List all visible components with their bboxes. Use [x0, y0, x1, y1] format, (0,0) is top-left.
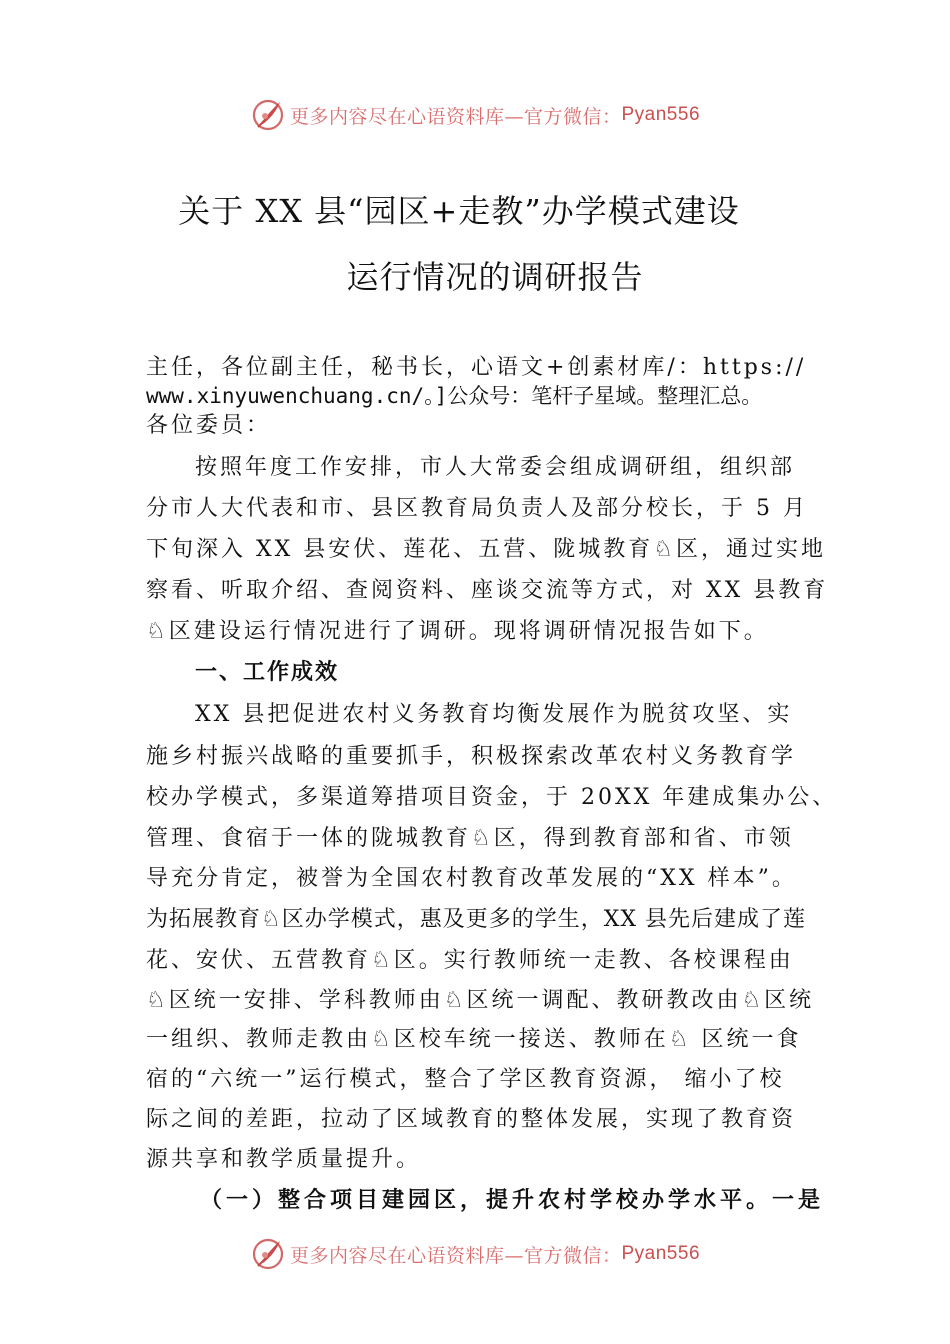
body-line: www.xinyuwenchuang.cn/。]公众号：笔杆子星域。整理汇总。 [146, 384, 763, 408]
body-line: 花、安伏、五营教育♘区。实行教师统一走教、各校课程由 [146, 948, 794, 973]
body-line: 校办学模式，多渠道筹措项目资金，于 20XX 年建成集办公、 [146, 785, 838, 810]
body-line: 为拓展教育♘区办学模式，惠及更多的学生，XX 县先后建成了莲 [146, 907, 807, 932]
quill-logo-icon [250, 1236, 286, 1272]
document-title-line-1: 关于 XX 县“园区+走教”办学模式建设 [178, 192, 740, 230]
body-line: 分市人大代表和市、县区教育局负责人及部分校长，于 5 月 [146, 496, 808, 521]
body-line: 导充分肯定，被誉为全国农村教育改革发展的“XX 样本”。 [146, 866, 797, 891]
document-title-line-2: 运行情况的调研报告 [346, 258, 644, 296]
header-watermark [0, 95, 950, 135]
body-line: 各位委员： [146, 413, 272, 438]
watermark-text: 更多内容尽在心语资料库—官方微信： [289, 1244, 622, 1267]
watermark-wechat-id: Pyan556 [621, 104, 701, 125]
body-line: 主任，各位副主任，秘书长，心语文+创素材库/：https:// [146, 355, 807, 380]
body-line: ♘区统一安排、学科教师由♘区统一调配、教研教改由♘区统 [146, 988, 815, 1013]
watermark-wechat-id: Pyan556 [621, 1243, 701, 1264]
body-line: XX 县把促进农村义务教育均衡发展作为脱贫攻坚、实 [195, 702, 793, 727]
body-line: 宿的“六统一”运行模式，整合了学区教育资源， 缩小了校 [146, 1067, 785, 1092]
section-heading: 一、工作成效 [195, 660, 340, 685]
quill-logo-icon [250, 97, 286, 133]
subsection-heading: （一）整合项目建园区，提升农村学校办学水平。一是 [200, 1187, 825, 1213]
body-line: 察看、听取介绍、查阅资料、座谈交流等方式，对 XX 县教育 [146, 578, 829, 603]
body-line: 际之间的差距，拉动了区域教育的整体发展，实现了教育资 [146, 1107, 797, 1132]
body-line: 源共享和教学质量提升。 [146, 1147, 422, 1172]
body-line: 管理、食宿于一体的陇城教育♘区，得到教育部和省、市领 [146, 826, 794, 851]
body-line: 施乡村振兴战略的重要抓手，积极探索改革农村义务教育学 [146, 744, 797, 769]
footer-watermark [0, 1234, 950, 1274]
body-line: 一组织、教师走教由♘区校车统一接送、教师在♘ 区统一食 [146, 1027, 802, 1052]
body-line: 按照年度工作安排，市人大常委会组成调研组，组织部 [195, 455, 796, 480]
body-line: ♘区建设运行情况进行了调研。现将调研情况报告如下。 [146, 619, 769, 644]
watermark-text: 更多内容尽在心语资料库—官方微信： [289, 105, 622, 128]
body-line: 下旬深入 XX 县安伏、莲花、五营、陇城教育♘区，通过实地 [146, 537, 827, 562]
